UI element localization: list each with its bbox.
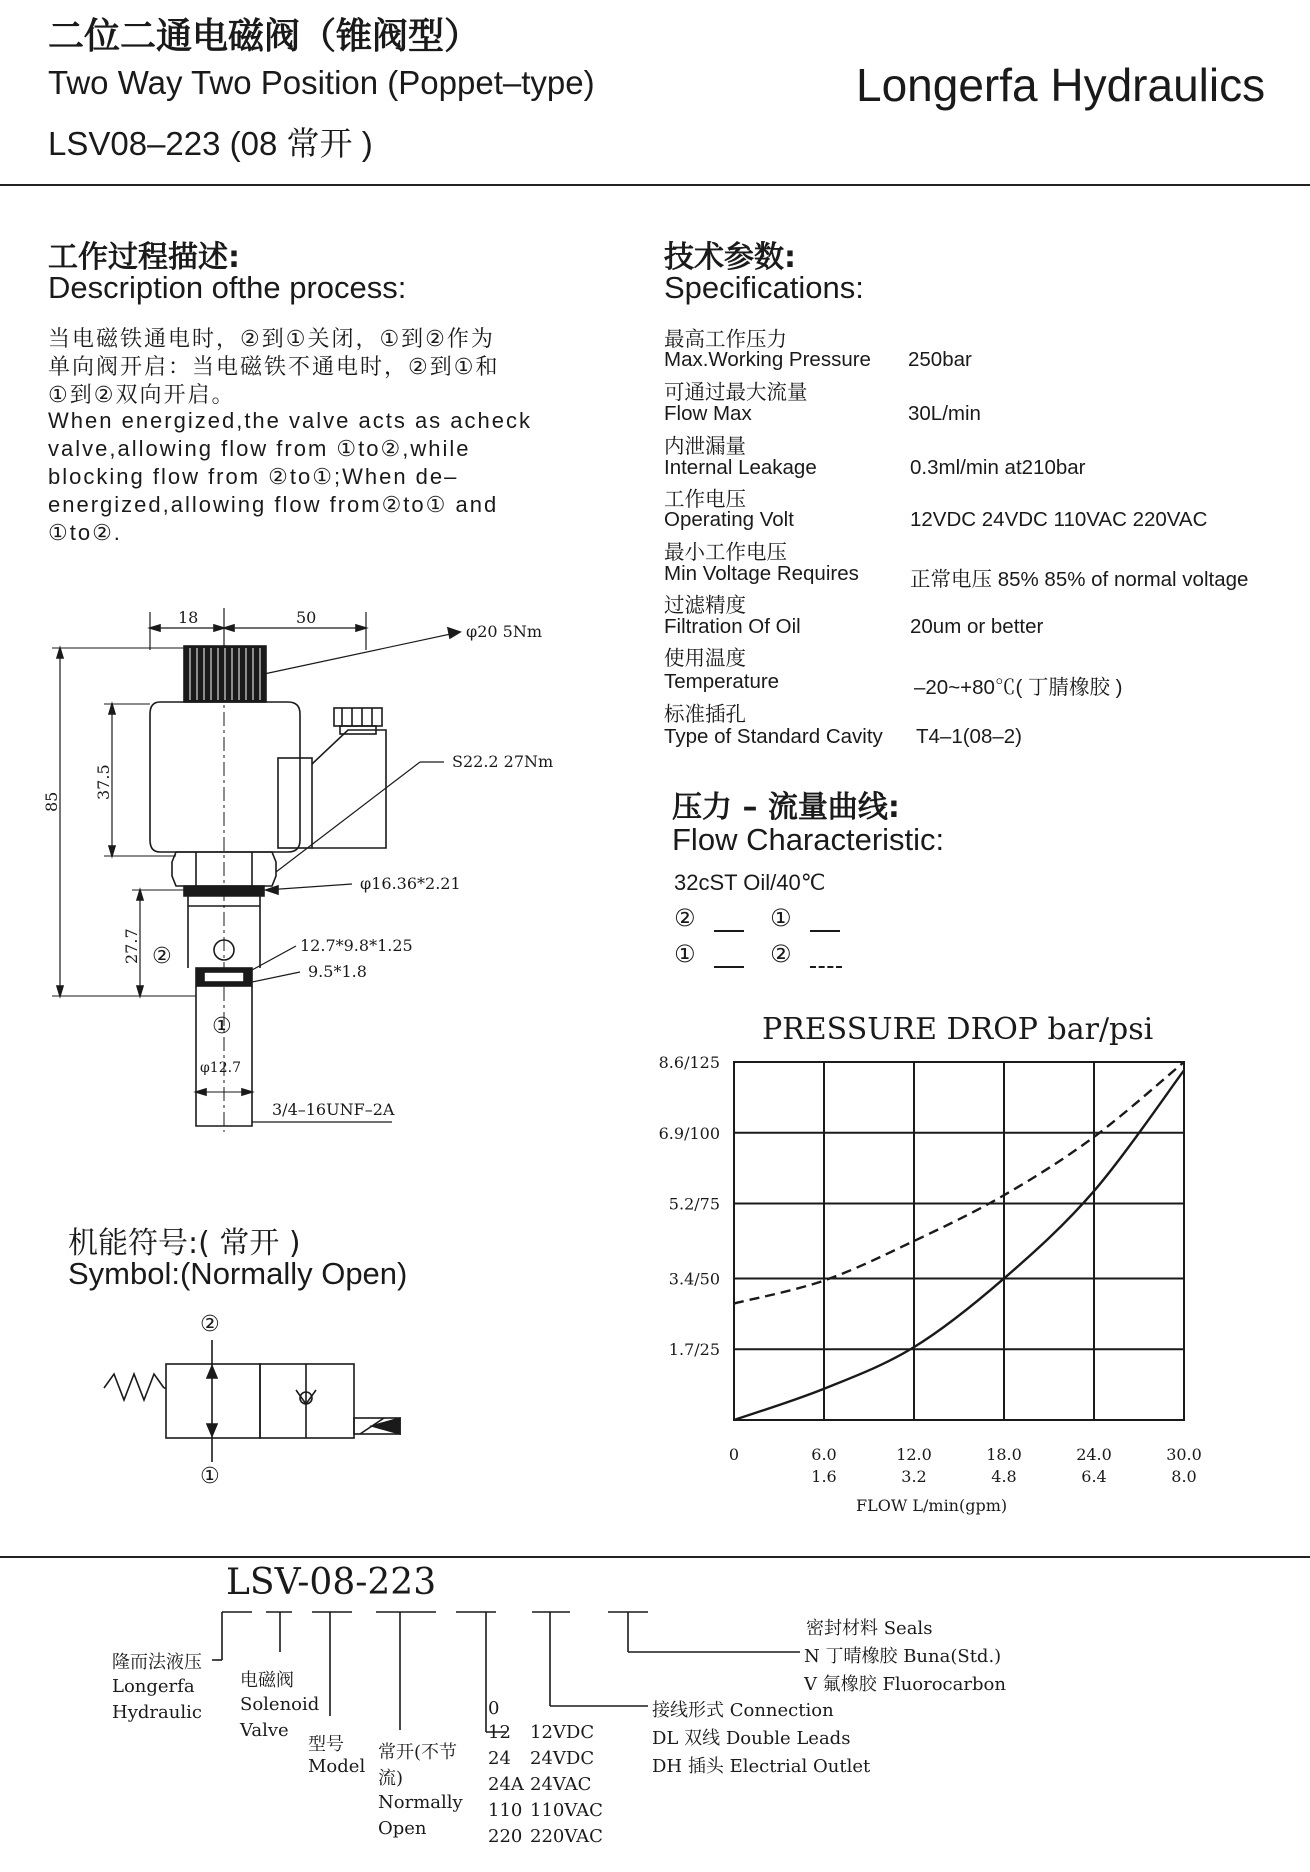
callout-seal-1: 12.7*9.8*1.25 bbox=[300, 936, 413, 955]
spec-label-cn: 标准插孔 bbox=[664, 702, 746, 726]
spec-label-cn: 最高工作压力 bbox=[664, 327, 787, 351]
legend-solid-from: ② bbox=[674, 904, 696, 932]
spec-value: 250bar bbox=[908, 348, 972, 371]
voltage-value: 24VDC bbox=[530, 1748, 595, 1769]
x-tick-label: 24.0 bbox=[1076, 1445, 1112, 1464]
legend-solid-line bbox=[810, 930, 840, 932]
y-tick-label: 5.2/75 bbox=[668, 1194, 720, 1214]
title-en: Two Way Two Position (Poppet–type) bbox=[48, 64, 595, 101]
symbol-port-1: ① bbox=[200, 1464, 220, 1489]
description-heading-cn: 工作过程描述: bbox=[48, 240, 240, 275]
spec-label-en: Internal Leakage bbox=[664, 456, 817, 479]
symbol-heading-en: Symbol:(Normally Open) bbox=[68, 1256, 408, 1291]
title-cn: 二位二通电磁阀（锥阀型） bbox=[48, 16, 481, 57]
normally-open-cn-2: 流) bbox=[378, 1768, 404, 1789]
callout-hex-torque: S22.2 27Nm bbox=[452, 752, 554, 771]
callout-knob-torque: φ20 5Nm bbox=[466, 622, 542, 641]
spec-label-cn: 最小工作电压 bbox=[664, 540, 787, 564]
solenoid-en-2: Valve bbox=[240, 1720, 289, 1741]
legend-dashed-line bbox=[810, 966, 842, 968]
normally-open-cn-1: 常开(不节 bbox=[378, 1742, 458, 1763]
dimension-27-7: 27.7 bbox=[122, 928, 141, 964]
description-line: blocking flow from ②to①;When de– bbox=[48, 464, 459, 489]
spec-label-en: Min Voltage Requires bbox=[664, 562, 859, 585]
voltage-code: 110 bbox=[488, 1800, 523, 1821]
y-tick-label: 8.6/125 bbox=[658, 1053, 720, 1072]
spec-value: –20~+80℃( 丁腈橡胶 ) bbox=[914, 676, 1123, 699]
description-line: 当电磁铁通电时，②到①关闭，①到②作为 bbox=[48, 327, 495, 352]
brand-en-1: Longerfa bbox=[112, 1676, 195, 1697]
model-cn: 型号 bbox=[308, 1734, 344, 1755]
spec-value: 12VDC 24VDC 110VAC 220VAC bbox=[910, 508, 1208, 531]
x-tick-label-gpm: 4.8 bbox=[991, 1467, 1017, 1486]
normally-open-en-2: Open bbox=[378, 1818, 427, 1839]
description-line: When energized,the valve acts as acheck bbox=[48, 408, 533, 433]
dimension-37-5: 37.5 bbox=[94, 764, 113, 800]
dimension-18: 18 bbox=[178, 608, 199, 627]
callout-oring-size: φ16.36*2.21 bbox=[360, 874, 461, 893]
y-tick-label: 6.9/100 bbox=[658, 1123, 720, 1143]
spec-label-cn: 使用温度 bbox=[664, 646, 746, 670]
ordering-code: LSV-08-223 bbox=[226, 1562, 437, 1603]
x-tick-label: 30.0 bbox=[1166, 1445, 1202, 1464]
voltage-value: 24VAC bbox=[530, 1774, 592, 1795]
spec-value: 0.3ml/min at210bar bbox=[910, 456, 1086, 479]
legend-dashed-to: ② bbox=[770, 940, 792, 968]
connection-dh: DH 插头 Electrial Outlet bbox=[652, 1756, 871, 1777]
spec-label-en: Flow Max bbox=[664, 402, 752, 425]
x-tick-label-gpm: 8.0 bbox=[1171, 1467, 1197, 1486]
spec-label-en: Max.Working Pressure bbox=[664, 348, 871, 371]
symbol-port-2: ② bbox=[200, 1312, 220, 1337]
series-line-solid bbox=[734, 1070, 1184, 1420]
seals-v: V 氟橡胶 Fluorocarbon bbox=[804, 1674, 1006, 1695]
symbol-heading-cn: 机能符号:( 常开 ) bbox=[68, 1226, 301, 1261]
description-line: ①to②. bbox=[48, 520, 122, 545]
seals-title: 密封材料 Seals bbox=[806, 1618, 933, 1639]
port-1-label: ① bbox=[212, 1014, 232, 1039]
legend-solid-to: ① bbox=[770, 904, 792, 932]
flow-heading-en: Flow Characteristic: bbox=[672, 822, 945, 857]
x-tick-label: 0 bbox=[728, 1445, 740, 1464]
spec-label-cn: 工作电压 bbox=[664, 487, 746, 511]
dimension-85: 85 bbox=[42, 791, 61, 812]
model-line: LSV08–223 (08 常开 ) bbox=[48, 125, 373, 162]
y-tick-label: 3.4/50 bbox=[668, 1269, 720, 1289]
solenoid-cn: 电磁阀 bbox=[240, 1670, 294, 1691]
legend-solid-line bbox=[714, 930, 744, 932]
spec-value: T4–1(08–2) bbox=[916, 725, 1022, 748]
x-tick-label: 6.0 bbox=[811, 1445, 837, 1464]
x-tick-label: 12.0 bbox=[896, 1445, 932, 1464]
solenoid-en-1: Solenoid bbox=[240, 1694, 320, 1715]
brand-en-2: Hydraulic bbox=[112, 1702, 202, 1723]
chart-title: PRESSURE DROP bar/psi bbox=[762, 1012, 1154, 1047]
dimension-dia-12-7: φ12.7 bbox=[200, 1060, 241, 1076]
flow-heading-cn: 压力 – 流量曲线: bbox=[672, 790, 900, 825]
spec-label-en: Operating Volt bbox=[664, 508, 794, 531]
voltage-code: 24 bbox=[488, 1748, 511, 1769]
ordering-divider bbox=[0, 1556, 1310, 1558]
normally-open-en-1: Normally bbox=[378, 1792, 463, 1813]
legend-solid-line bbox=[714, 966, 744, 968]
port-2-label: ② bbox=[152, 944, 172, 969]
voltage-code: 12 bbox=[488, 1722, 511, 1743]
callout-seal-2: 9.5*1.8 bbox=[308, 962, 367, 981]
dimension-50: 50 bbox=[296, 608, 317, 627]
oil-condition: 32cST Oil/40℃ bbox=[674, 870, 826, 895]
specs-heading-en: Specifications: bbox=[664, 270, 864, 305]
description-heading-en: Description ofthe process: bbox=[48, 270, 407, 305]
model-en: Model bbox=[308, 1756, 366, 1777]
specs-heading-cn: 技术参数: bbox=[664, 240, 796, 275]
seals-n: N 丁晴橡胶 Buna(Std.) bbox=[804, 1646, 1002, 1667]
spec-value: 30L/min bbox=[908, 402, 981, 425]
voltage-code: 220 bbox=[488, 1826, 523, 1847]
connection-dl: DL 双线 Double Leads bbox=[652, 1728, 851, 1749]
legend-dashed-from: ① bbox=[674, 940, 696, 968]
x-tick-label-gpm: 6.4 bbox=[1081, 1467, 1107, 1486]
description-line: ①到②双向开启。 bbox=[48, 383, 236, 408]
spec-value: 正常电压 85% 85% of normal voltage bbox=[910, 568, 1249, 591]
connection-title: 接线形式 Connection bbox=[652, 1700, 834, 1721]
voltage-code: 24A bbox=[488, 1774, 524, 1795]
description-line: 单向阀开启：当电磁铁不通电时，②到①和 bbox=[48, 355, 500, 380]
spec-value: 20um or better bbox=[910, 615, 1044, 638]
spec-label-en: Filtration Of Oil bbox=[664, 615, 801, 638]
spec-label-cn: 过滤精度 bbox=[664, 593, 746, 617]
x-tick-label: 18.0 bbox=[986, 1445, 1022, 1464]
spec-label-cn: 可通过最大流量 bbox=[664, 380, 808, 404]
spec-label-en: Type of Standard Cavity bbox=[664, 725, 883, 748]
plot-frame bbox=[734, 1062, 1184, 1420]
description-line: energized,allowing flow from②to① and bbox=[48, 492, 499, 517]
voltage-value: 12VDC bbox=[530, 1722, 595, 1743]
description-line: valve,allowing flow from ①to②,while bbox=[48, 436, 471, 461]
brand-cn: 隆而法液压 bbox=[112, 1652, 202, 1673]
x-tick-label-gpm: 1.6 bbox=[811, 1467, 837, 1486]
spec-label-cn: 内泄漏量 bbox=[664, 434, 746, 458]
x-tick-label-gpm: 3.2 bbox=[901, 1467, 927, 1486]
voltage-value: 220VAC bbox=[530, 1826, 603, 1847]
brand-name: Longerfa Hydraulics bbox=[856, 59, 1266, 111]
x-axis-label: FLOW L/min(gpm) bbox=[856, 1496, 1008, 1515]
series-line-dashed bbox=[734, 1062, 1184, 1303]
voltage-code: 0 bbox=[488, 1698, 500, 1719]
y-tick-label: 1.7/25 bbox=[668, 1340, 720, 1360]
voltage-value: 110VAC bbox=[530, 1800, 603, 1821]
thread-spec: 3/4–16UNF–2A bbox=[272, 1100, 395, 1119]
spec-label-en: Temperature bbox=[664, 670, 780, 693]
header-divider bbox=[0, 184, 1310, 186]
